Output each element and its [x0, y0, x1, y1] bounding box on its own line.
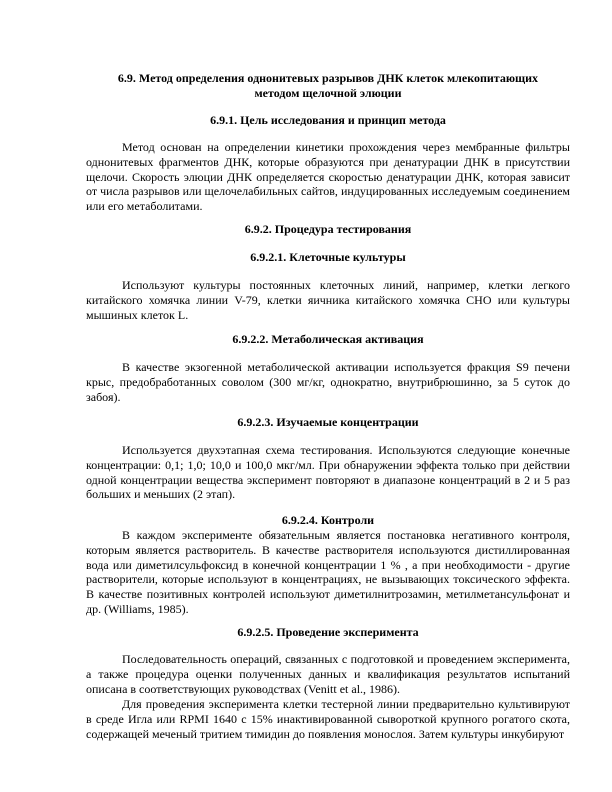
- document-title-line-2: методом щелочной элюции: [254, 86, 402, 100]
- section-text-6-9-1: Метод основан на определении кинетики прохождения через мембранные фильтры однонитевых фрагментов ДНК, которые образуются при денатурации ДНК в присутствии щелочи. Скорость элюции ДНК определяется скоростью денатурации ДНК, которая зависит от числа разрывов или щелочелабильных сайтов, индуцированных исследуемым соединением или его метаболитами.: [86, 140, 570, 214]
- document-title-line-1: 6.9. Метод определения однонитевых разрывов ДНК клеток млекопитающих: [117, 71, 539, 85]
- section-text-6-9-2-4: В каждом эксперименте обязательным является постановка негативного контроля, которым является растворитель. В качестве растворителя используются дистиллированная вода или диметилсульфоксид в конечной концентрации 1 % , а при необходимости - другие растворители, которые используют в концентрациях, не вызывающих токсического эффекта. В качестве позитивных контролей используют диметилнитрозамин, метилметансульфонат и др. (Williams, 1985).: [86, 528, 570, 616]
- section-text-6-9-2-5-a: Последовательность операций, связанных с подготовкой и проведением эксперимента, а также процедура оценки полученных данных и квалификация результатов испытаний описана в соответствующих руководствах (Venitt et al., 1986).: [86, 652, 570, 696]
- section-heading-6-9-2: 6.9.2. Процедура тестирования: [244, 222, 412, 236]
- section-text-6-9-2-3: Используется двухэтапная схема тестирования. Используются следующие конечные концентрации: 0,1; 1,0; 10,0 и 100,0 мкг/мл. При обнаружении эффекта только при действии одной концентрации вещества эксперимент повторяют в диапазоне концентраций в 2 и 5 раз больших и меньших (2 этап).: [86, 443, 570, 502]
- section-heading-6-9-2-5: 6.9.2.5. Проведение эксперимента: [237, 625, 419, 639]
- section-text-6-9-2-1: Используют культуры постоянных клеточных линий, например, клетки легкого китайского хомячка линии V-79, клетки яичника китайского хомячка CHO или культуры мышиных клеток L.: [86, 278, 570, 322]
- section-text-6-9-2-5-b: Для проведения эксперимента клетки тестерной линии предварительно культивируют в среде Игла или RPMI 1640 с 15% инактивированной сывороткой крупного рогатого скота, содержащей меченый тритием тимидин до появления монослоя. Затем культуры инкубируют: [86, 697, 570, 741]
- section-heading-6-9-2-4: 6.9.2.4. Контроли: [281, 513, 375, 527]
- section-text-6-9-2-2: В качестве экзогенной метаболической активации используется фракция S9 печени крыс, предобработанных соволом (300 мг/кг, однократно, внутрибрюшинно, за 5 суток до забоя).: [86, 360, 570, 404]
- section-heading-6-9-1: 6.9.1. Цель исследования и принцип метода: [210, 113, 446, 127]
- section-heading-6-9-2-3: 6.9.2.3. Изучаемые концентрации: [237, 415, 419, 429]
- section-heading-6-9-2-2: 6.9.2.2. Метаболическая активация: [232, 332, 424, 346]
- section-heading-6-9-2-1: 6.9.2.1. Клеточные культуры: [250, 250, 406, 264]
